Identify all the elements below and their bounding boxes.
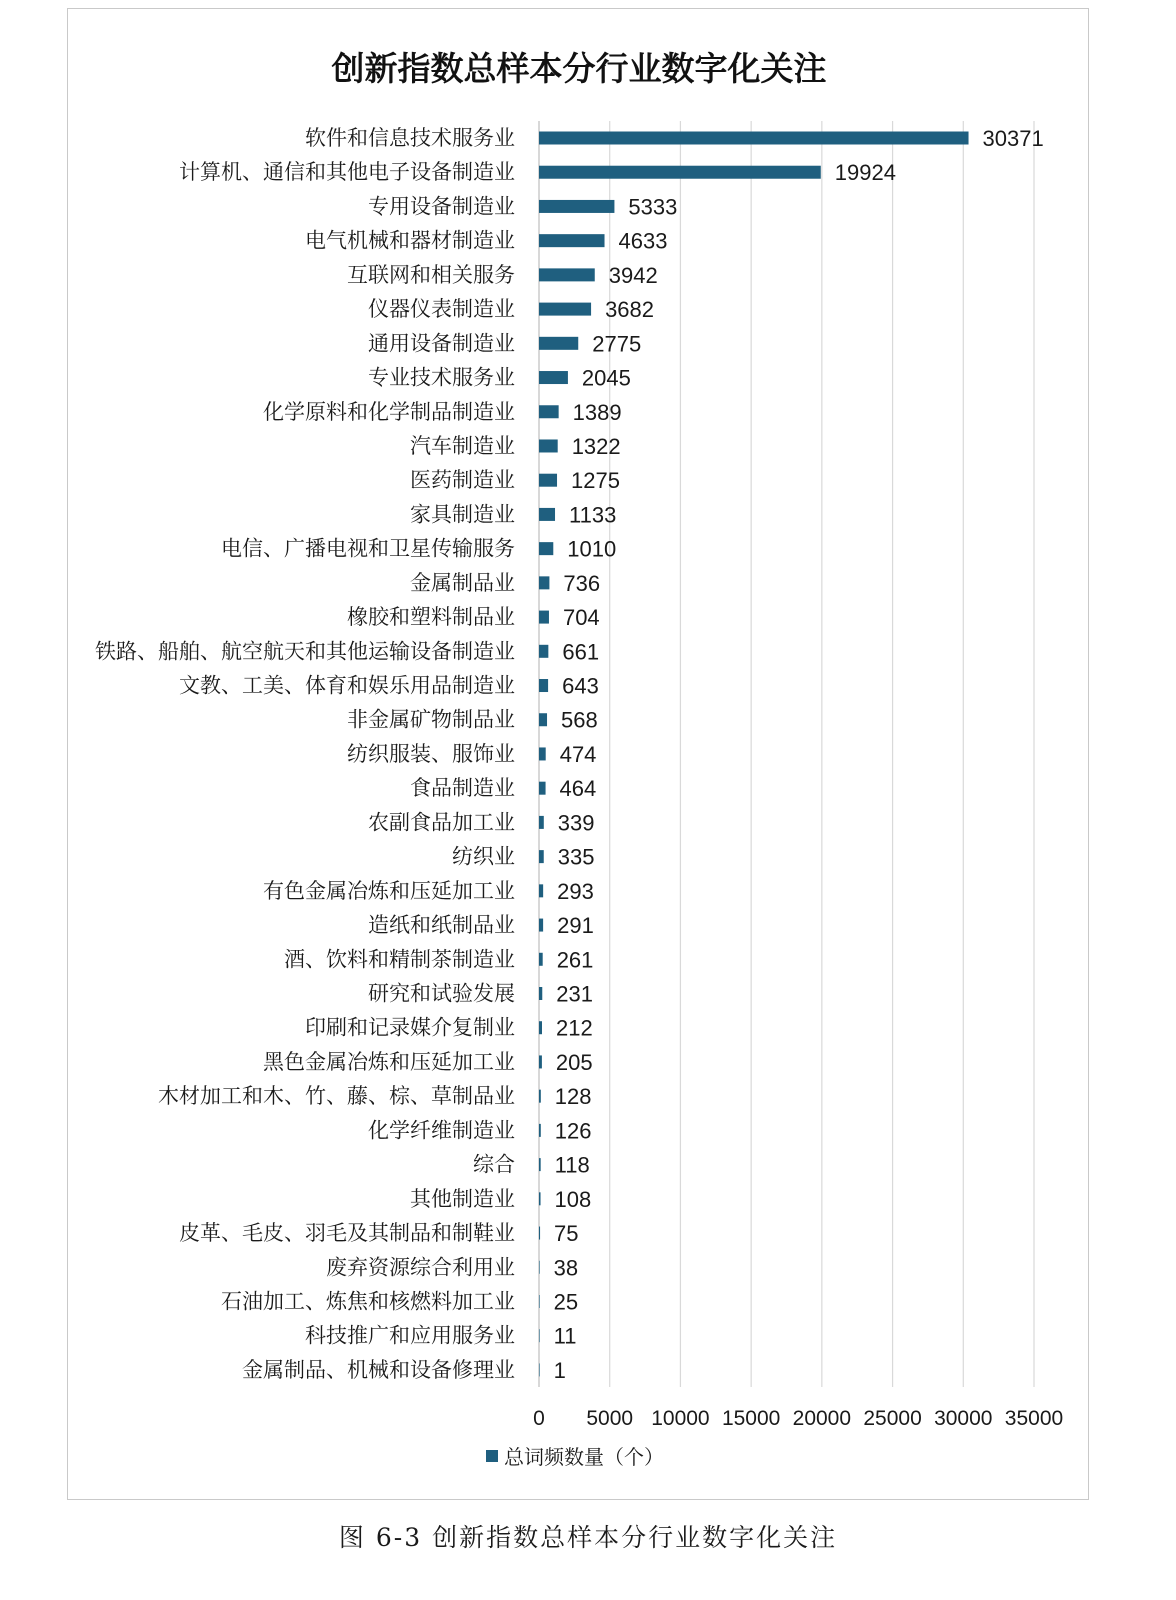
bar — [539, 337, 578, 350]
bar — [539, 919, 543, 932]
x-tick-label: 10000 — [651, 1407, 710, 1430]
category-label: 科技推广和应用服务业 — [305, 1323, 515, 1348]
data-label: 1 — [553, 1357, 566, 1383]
data-label: 128 — [554, 1084, 592, 1110]
bar — [539, 816, 544, 829]
bar — [539, 166, 821, 179]
data-label: 261 — [556, 947, 594, 973]
category-label: 化学纤维制造业 — [368, 1118, 515, 1143]
data-label: 464 — [559, 776, 597, 802]
data-label: 5333 — [628, 194, 678, 220]
x-tick-label: 5000 — [586, 1407, 634, 1430]
category-label: 木材加工和木、竹、藤、棕、草制品业 — [158, 1084, 515, 1109]
bar — [539, 782, 546, 795]
category-label: 有色金属冶炼和压延加工业 — [263, 878, 515, 903]
x-tick-label: 30000 — [934, 1407, 993, 1430]
bar — [539, 234, 605, 247]
category-label: 研究和试验发展 — [368, 981, 515, 1006]
bar — [539, 542, 553, 555]
bar — [539, 1124, 541, 1137]
data-label: 736 — [563, 570, 601, 596]
data-label: 2775 — [592, 331, 642, 357]
category-label: 皮革、毛皮、羽毛及其制品和制鞋业 — [179, 1221, 515, 1246]
category-label: 废弃资源综合利用业 — [326, 1255, 515, 1280]
category-label: 化学原料和化学制品制造业 — [263, 399, 515, 424]
bar — [539, 439, 558, 452]
data-label: 1133 — [569, 502, 617, 528]
category-label: 金属制品业 — [410, 570, 515, 595]
bar — [539, 405, 559, 418]
data-label: 661 — [562, 639, 600, 665]
bar — [539, 576, 549, 589]
figure-caption: 图 6-3 创新指数总样本分行业数字化关注 — [338, 1523, 838, 1552]
data-label: 3682 — [605, 297, 655, 323]
data-label: 335 — [557, 844, 595, 870]
data-label: 291 — [557, 913, 594, 939]
bar — [539, 268, 595, 281]
data-label: 126 — [554, 1118, 592, 1144]
bar — [539, 987, 542, 1000]
data-label: 75 — [554, 1221, 579, 1247]
bar — [539, 1261, 540, 1274]
data-label: 1010 — [567, 536, 617, 562]
bar — [539, 953, 543, 966]
bar-chart — [68, 9, 1090, 1501]
bar — [539, 645, 548, 658]
category-label: 金属制品、机械和设备修理业 — [242, 1357, 515, 1382]
category-label: 计算机、通信和其他电子设备制造业 — [179, 160, 515, 185]
category-label: 互联网和相关服务 — [347, 262, 515, 287]
data-label: 11 — [553, 1323, 577, 1349]
bar — [539, 713, 547, 726]
bar — [539, 1192, 541, 1205]
chart-legend — [486, 1441, 664, 1470]
data-label: 339 — [557, 810, 595, 836]
data-label: 1389 — [572, 399, 622, 425]
bar — [539, 508, 555, 521]
bar — [539, 1158, 541, 1171]
x-tick-label: 15000 — [721, 1407, 781, 1430]
category-label: 铁路、船舶、航空航天和其他运输设备制造业 — [95, 639, 515, 664]
data-label: 231 — [556, 981, 593, 1007]
x-tick-label: 0 — [533, 1407, 545, 1430]
bar — [539, 850, 544, 863]
bar — [539, 1021, 542, 1034]
category-label: 汽车制造业 — [410, 433, 515, 458]
bar — [539, 1227, 540, 1240]
category-label: 非金属矿物制品业 — [347, 707, 515, 732]
x-tick-label: 35000 — [1004, 1407, 1064, 1430]
bar — [539, 1329, 540, 1342]
x-tick-label: 20000 — [792, 1407, 852, 1430]
category-label: 电信、广播电视和卫星传输服务 — [221, 536, 515, 561]
data-label: 108 — [554, 1186, 592, 1212]
category-label: 橡胶和塑料制品业 — [347, 605, 515, 630]
data-label: 1322 — [571, 433, 621, 459]
category-label: 食品制造业 — [410, 776, 515, 801]
bar — [539, 1295, 540, 1308]
category-label: 专用设备制造业 — [368, 194, 515, 219]
data-label: 704 — [562, 605, 600, 631]
bar — [539, 747, 546, 760]
category-label: 其他制造业 — [410, 1186, 515, 1211]
data-label: 568 — [561, 707, 598, 733]
legend-swatch — [486, 1450, 498, 1462]
bar — [539, 303, 591, 316]
category-label: 软件和信息技术服务业 — [305, 126, 515, 150]
category-label: 电气机械和器材制造业 — [305, 228, 515, 253]
data-label: 4633 — [618, 228, 668, 254]
bar — [539, 1363, 540, 1376]
category-label: 文教、工美、体育和娱乐用品制造业 — [179, 673, 515, 698]
data-label: 2045 — [581, 365, 631, 391]
bar — [539, 132, 969, 145]
category-label: 石油加工、炼焦和核燃料加工业 — [221, 1289, 515, 1314]
bar — [539, 679, 548, 692]
chart-frame — [67, 8, 1089, 1500]
data-label: 118 — [554, 1152, 590, 1178]
category-label: 酒、饮料和精制茶制造业 — [284, 947, 515, 972]
category-label: 专业技术服务业 — [368, 365, 515, 390]
category-label: 仪器仪表制造业 — [368, 297, 515, 322]
data-label: 3942 — [608, 262, 658, 288]
chart-title: 创新指数总样本分行业数字化关注 — [331, 49, 827, 88]
data-label: 25 — [553, 1289, 579, 1315]
bar — [539, 371, 568, 384]
category-label: 纺织业 — [452, 844, 515, 869]
category-label: 综合 — [473, 1152, 515, 1177]
bar — [539, 1090, 541, 1103]
category-label: 造纸和纸制品业 — [368, 913, 515, 938]
category-label: 纺织服装、服饰业 — [347, 741, 515, 766]
data-label: 212 — [555, 1015, 593, 1041]
bar — [539, 200, 614, 213]
category-label: 家具制造业 — [410, 502, 515, 527]
data-label: 30371 — [982, 126, 1044, 151]
data-label: 293 — [557, 878, 594, 904]
data-label: 38 — [553, 1255, 579, 1281]
bar — [539, 474, 557, 487]
category-label: 农副食品加工业 — [368, 810, 515, 835]
data-label: 643 — [562, 673, 599, 699]
data-label: 19924 — [834, 160, 896, 186]
data-label: 1275 — [571, 468, 620, 494]
category-label: 印刷和记录媒介复制业 — [305, 1015, 515, 1040]
bar — [539, 1055, 542, 1068]
category-label: 医药制造业 — [410, 468, 515, 493]
data-label: 474 — [559, 741, 597, 767]
data-label: 205 — [555, 1049, 593, 1075]
category-label: 黑色金属冶炼和压延加工业 — [263, 1049, 515, 1074]
category-label: 通用设备制造业 — [368, 331, 515, 356]
bar — [539, 611, 549, 624]
legend-label: 总词频数量（个） — [504, 1445, 664, 1469]
bar — [539, 884, 543, 897]
x-tick-label: 25000 — [863, 1407, 922, 1430]
